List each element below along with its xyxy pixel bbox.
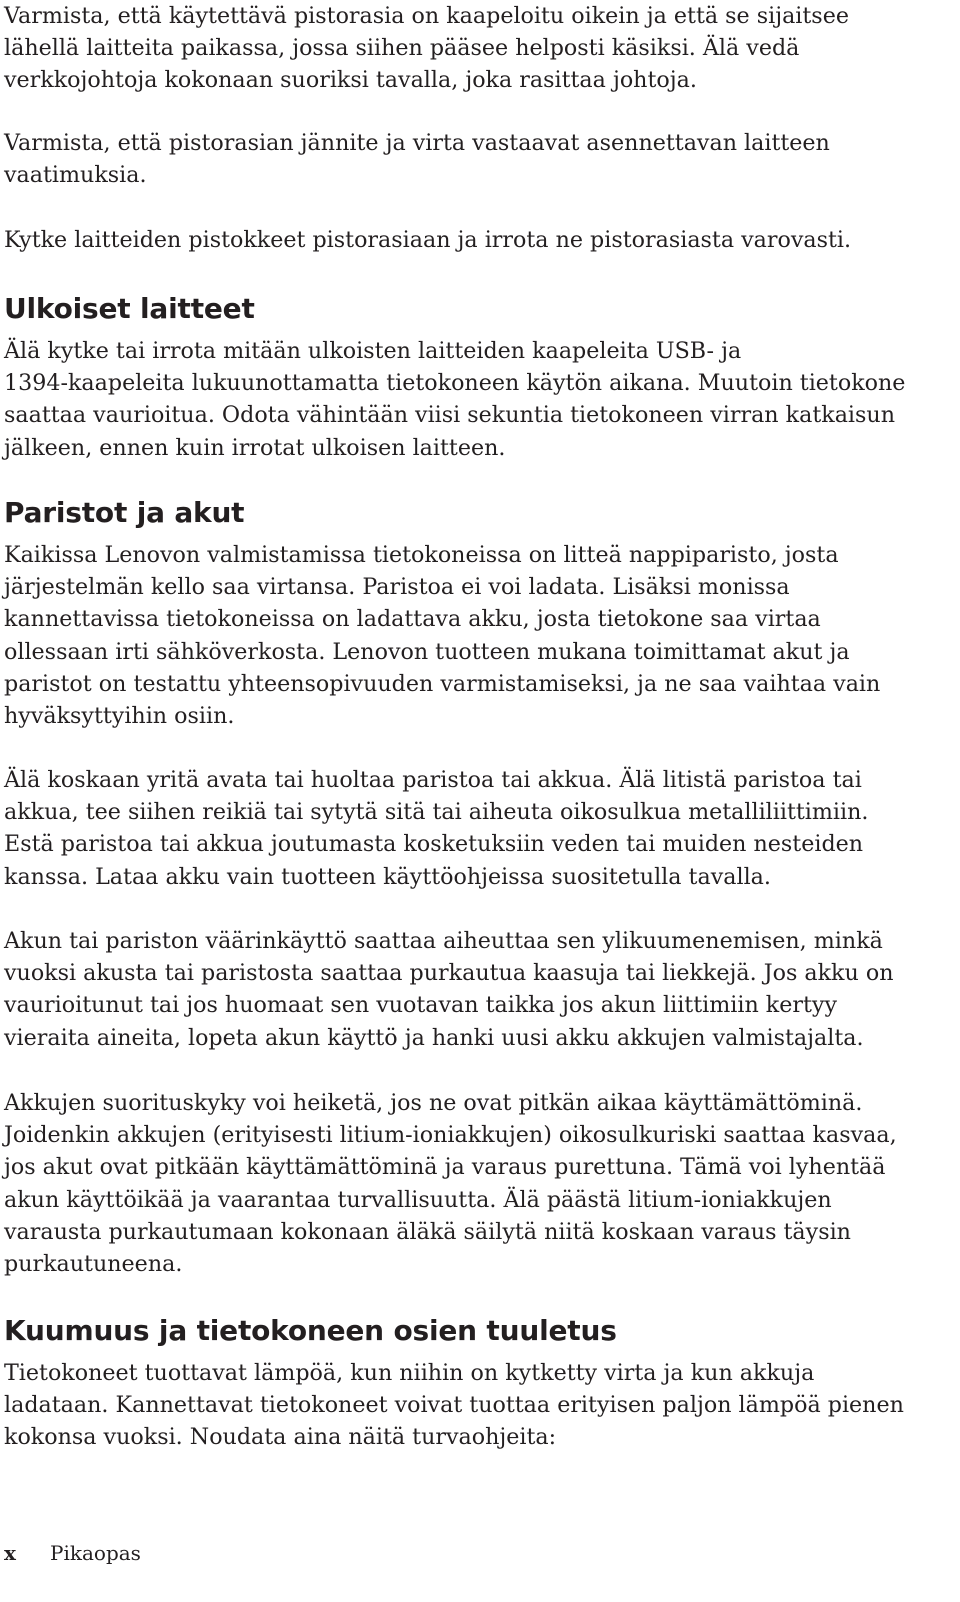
- text-line: lähellä laitteita paikassa, jossa siihen pääsee helposti käsiksi. Älä vedä: [4, 35, 800, 62]
- text-line: Akun tai pariston väärinkäyttö saattaa aiheuttaa sen ylikuumenemisen, minkä: [4, 928, 883, 954]
- batteries-paragraph-1: [4, 539, 880, 732]
- intro-paragraph-2: [4, 127, 830, 191]
- page-footer: [4, 1540, 141, 1566]
- intro-paragraph-1: [4, 0, 849, 97]
- document-title: Pikaopas: [50, 1541, 141, 1565]
- text-line: Älä koskaan yritä avata tai huoltaa paristoa tai akkua. Älä litistä paristoa tai: [4, 767, 862, 793]
- text-line: Älä kytke tai irrota mitään ulkoisten laitteiden kaapeleita USB- ja: [4, 338, 742, 364]
- text-line: Joidenkin akkujen (erityisesti litium-ioniakkujen) oikosulkuriski saattaa kasvaa,: [4, 1122, 897, 1149]
- text-line: akkua, tee siihen reikiä tai sytytä sitä tai aiheuta oikosulkua metalliliittimiin.: [4, 799, 869, 826]
- text-line: verkkojohtoja kokonaan suoriksi tavalla, joka rasittaa johtoja.: [4, 67, 697, 94]
- batteries-paragraph-3: [4, 925, 894, 1054]
- text-line: 1394-kaapeleita lukuunottamatta tietokoneen käytön aikana. Muutoin tietokone: [4, 370, 906, 397]
- text-line: jos akut ovat pitkään käyttämättöminä ja varaus purettuna. Tämä voi lyhentää: [4, 1154, 886, 1181]
- text-line: Tietokoneet tuottavat lämpöä, kun niihin on kytketty virta ja kun akkuja: [4, 1360, 815, 1386]
- text-line: akun käyttöikää ja vaarantaa turvallisuutta. Älä päästä litium-ioniakkujen: [4, 1186, 832, 1213]
- text-line: vieraita aineita, lopeta akun käyttö ja hanki uusi akku akkujen valmistajalta.: [4, 1024, 864, 1051]
- text-line: Kytke laitteiden pistokkeet pistorasiaan ja irrota ne pistorasiasta varovasti.: [4, 227, 852, 253]
- text-line: vaatimuksia.: [4, 162, 147, 189]
- text-line: Kaikissa Lenovon valmistamissa tietokoneissa on litteä nappiparisto, josta: [4, 542, 839, 568]
- text-line: ollessaan irti sähköverkosta. Lenovon tuotteen mukana toimittamat akut ja: [4, 638, 850, 665]
- section-heading-batteries: Paristot ja akut: [4, 496, 245, 529]
- section-heading-external-devices: Ulkoiset laitteet: [4, 292, 255, 325]
- text-line: vuoksi akusta tai paristosta saattaa purkautua kaasuja tai liekkejä. Jos akku on: [4, 960, 894, 987]
- text-line: paristot on testattu yhteensopivuuden varmistamiseksi, ja ne saa vaihtaa vain: [4, 670, 881, 697]
- text-line: Varmista, että käytettävä pistorasia on kaapeloitu oikein ja että se sijaitsee: [4, 3, 849, 29]
- text-line: varausta purkautumaan kokonaan äläkä säilytä niitä koskaan varaus täysin: [4, 1218, 851, 1245]
- text-line: kanssa. Lataa akku vain tuotteen käyttöohjeissa suositetulla tavalla.: [4, 863, 771, 890]
- text-line: Varmista, että pistorasian jännite ja virta vastaavat asennettavan laitteen: [4, 130, 830, 156]
- text-line: järjestelmän kello saa virtansa. Paristoa ei voi ladata. Lisäksi monissa: [4, 574, 790, 601]
- text-line: kokonsa vuoksi. Noudata aina näitä turvaohjeita:: [4, 1424, 557, 1451]
- external-devices-paragraph: [4, 335, 905, 464]
- batteries-paragraph-4: [4, 1087, 897, 1280]
- text-line: kannettavissa tietokoneissa on ladattava akku, josta tietokone saa virtaa: [4, 606, 821, 633]
- text-line: purkautuneena.: [4, 1251, 183, 1278]
- section-heading-heat-ventilation: Kuumuus ja tietokoneen osien tuuletus: [4, 1314, 617, 1347]
- text-line: jälkeen, ennen kuin irrotat ulkoisen laitteen.: [4, 434, 506, 461]
- text-line: ladataan. Kannettavat tietokoneet voivat tuottaa erityisen paljon lämpöä pienen: [4, 1392, 904, 1419]
- text-line: Akkujen suorituskyky voi heiketä, jos ne ovat pitkän aikaa käyttämättöminä.: [4, 1090, 863, 1116]
- heat-paragraph: [4, 1357, 904, 1454]
- text-line: Estä paristoa tai akkua joutumasta kosketuksiin veden tai muiden nesteiden: [4, 831, 864, 858]
- text-line: saattaa vaurioitua. Odota vähintään viisi sekuntia tietokoneen virran katkaisun: [4, 402, 895, 429]
- text-line: vaurioitunut tai jos huomaat sen vuotavan taikka jos akun liittimiin kertyy: [4, 992, 837, 1019]
- page-number: x: [4, 1541, 16, 1565]
- text-line: hyväksyttyihin osiin.: [4, 703, 235, 730]
- batteries-paragraph-2: [4, 764, 868, 893]
- intro-paragraph-3: [4, 224, 851, 256]
